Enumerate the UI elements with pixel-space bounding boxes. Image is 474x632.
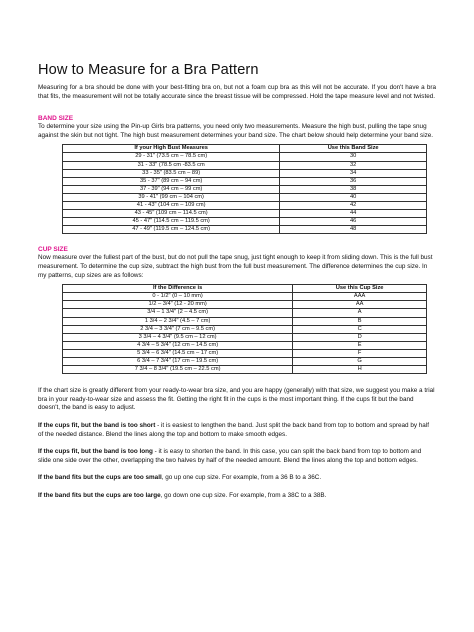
cups-too-large-text: , go down one cup size. For example, from a 38C to a 38B.	[160, 491, 327, 499]
band-table-row-measure-cell: 39 - 41" (99 cm – 104 cm)	[63, 193, 280, 201]
cup-table-row	[63, 309, 427, 317]
band-size-text: To determine your size using the Pin-up Girls bra patterns, you need only two measurements. Measure the high bust, pulling the tape snug against the skin but not tight. The high bust measurement determines your band size. The chart below should help determine your band size.	[38, 123, 434, 139]
band-table-row	[63, 169, 427, 177]
band-table-row-size-cell: 46	[280, 218, 427, 226]
band-table-row-measure-cell: 33 - 35" (83.5 cm – 89)	[63, 169, 280, 177]
band-table-header-measure: If your High Bust Measures	[63, 145, 280, 153]
band-table-row-size-cell: 42	[280, 202, 427, 210]
band-table-row-measure-cell: 35 - 37" (89 cm – 94 cm)	[63, 177, 280, 185]
cup-size-table	[62, 284, 427, 374]
band-table-row-measure-cell: 31 - 33" (78.5 cm -83.5 cm	[63, 161, 280, 169]
cup-size-text: Now measure over the fullest part of the bust, but do not pull the tape snug, just tight enough to keep it from sliding down. This is the full bust measurement. To determine the cup size, subtract the high bust from the full bust measurement. The difference determines the cup size. In my patterns, cup sizes are as follows:	[38, 254, 433, 279]
band-table-row-measure-cell: 41 - 43" (104 cm – 109 cm)	[63, 202, 280, 210]
band-table-row	[63, 210, 427, 218]
band-too-long-text: - it is easy to shorten the band. In this case, you can split the back band from top to bottom and slide one side over the other, overlapping the two halves by half of the needed amount. Blend the lines along the top and bottom edges.	[38, 448, 422, 464]
band-table-row	[63, 193, 427, 201]
band-table-header-row	[63, 145, 427, 153]
cups-too-large-lead: If the band fits but the cups are too large	[38, 491, 161, 499]
cup-table-row-size-cell: D	[293, 333, 427, 341]
band-too-short-lead: If the cups fit, but the band is too short	[38, 422, 156, 429]
cup-table-row-size-cell: B	[293, 317, 427, 325]
cup-table-body	[63, 293, 427, 374]
band-table-row	[63, 161, 427, 169]
band-table-row-measure-cell: 45 - 47" (114.5 cm – 119.5 cm)	[63, 218, 280, 226]
cup-table-row-measure-cell: 2 3/4 – 3 3/4" (7 cm – 9.5 cm)	[63, 325, 293, 333]
intro-paragraph: Measuring for a bra should be done with your best-fitting bra on, but not a foam cup bra as this will not be accurate. If you don't have a bra that fits, the measurement will not be totally accurate since the breast tissue will be compressed. Hold the tape measure level and not twisted.	[38, 84, 436, 100]
cup-table-row-measure-cell: 4 3/4 – 5 3/4" (12 cm – 14.5 cm)	[63, 341, 293, 349]
cups-too-small-text: , go up one cup size. For example, from a 36 B to a 36C.	[161, 474, 322, 482]
cup-table-row-size-cell: AAA	[293, 293, 427, 301]
band-too-long-paragraph	[38, 448, 436, 465]
cup-table-row	[63, 293, 427, 301]
cup-table-row	[63, 317, 427, 325]
fit-advice-paragraph: If the chart size is greatly different from your ready-to-wear bra size, and you are happy (generally) with that size, we suggest you make a trial bra in your ready-to-wear size and assess the fit. Getting the right fit in the cups is the most important thing. If the cups fit but the band doesn't, the band is easy to adjust.	[38, 387, 435, 412]
cups-too-small-lead: If the band fits but the cups are too small	[38, 474, 162, 482]
band-table-row	[63, 218, 427, 226]
cup-table-row-size-cell: E	[293, 341, 427, 349]
band-table-row	[63, 185, 427, 193]
band-table-row-measure-cell: 37 - 39" (94 cm – 99 cm)	[63, 185, 280, 193]
cup-table-row	[63, 341, 427, 349]
cup-table-row	[63, 301, 427, 309]
band-size-heading: BAND SIZE	[38, 115, 74, 123]
cup-table-row-size-cell: F	[293, 349, 427, 357]
cup-table-row-measure-cell: 5 3/4 – 6 3/4" (14.5 cm – 17 cm)	[63, 349, 293, 357]
band-table-header-size: Use this Band Size	[280, 145, 427, 153]
band-table-row-size-cell: 40	[280, 193, 427, 201]
band-too-short-paragraph	[38, 422, 436, 439]
band-table-row-size-cell: 38	[280, 185, 427, 193]
band-table-body	[63, 153, 427, 234]
cup-size-heading: CUP SIZE	[38, 246, 68, 254]
band-too-short-text: - it is easiest to lengthen the band. Just split the back band from top to bottom and spread by half of the needed distance. Blend the lines along the top and bottom to make smooth edges.	[38, 422, 430, 438]
cup-table-row-measure-cell: 3/4 – 1 3/4" (2 – 4.5 cm)	[63, 309, 293, 317]
cup-table-header-size: Use this Cup Size	[293, 285, 427, 293]
cup-table-row-measure-cell: 1/2 – 3/4" (12 - 20 mm)	[63, 301, 293, 309]
cup-table-row-size-cell: G	[293, 358, 427, 366]
cup-table-row	[63, 358, 427, 366]
cup-table-row	[63, 366, 427, 374]
cup-table-header-row	[63, 285, 427, 293]
cup-table-row	[63, 325, 427, 333]
band-table-row-measure-cell: 29 - 31" (73.5 cm – 78.5 cm)	[63, 153, 280, 161]
cup-table-row-size-cell: C	[293, 325, 427, 333]
cup-table-row	[63, 333, 427, 341]
cup-table-row-measure-cell: 7 3/4 – 8 3/4" (19.5 cm – 22.5 cm)	[63, 366, 293, 374]
cup-table-row-measure-cell: 0 - 1/2" (0 – 10 mm)	[63, 293, 293, 301]
band-table-row-size-cell: 32	[280, 161, 427, 169]
cup-table-row-size-cell: A	[293, 309, 427, 317]
cup-table-header-difference: If the Difference is	[63, 285, 293, 293]
cups-too-large-paragraph	[38, 492, 436, 501]
cup-table-row-measure-cell: 6 3/4 – 7 3/4" (17 cm – 19.5 cm)	[63, 358, 293, 366]
band-table-row	[63, 226, 427, 234]
band-table-row	[63, 177, 427, 185]
band-table-row-size-cell: 48	[280, 226, 427, 234]
cup-table-row	[63, 349, 427, 357]
band-too-long-lead: If the cups fit, but the band is too long	[38, 448, 153, 456]
band-table-row-size-cell: 34	[280, 169, 427, 177]
cups-too-small-paragraph	[38, 474, 436, 483]
band-table-row	[63, 202, 427, 210]
band-size-table	[62, 144, 427, 234]
band-table-row-measure-cell: 43 - 45" (109 cm – 114.5 cm)	[63, 210, 280, 218]
band-table-row-measure-cell: 47 - 49" (119.5 cm – 124.5 cm)	[63, 226, 280, 234]
band-table-row-size-cell: 36	[280, 177, 427, 185]
cup-table-row-size-cell: AA	[293, 301, 427, 309]
band-table-row	[63, 153, 427, 161]
band-table-row-size-cell: 44	[280, 210, 427, 218]
cup-table-row-measure-cell: 3 3/4 – 4 3/4" (9.5 cm – 12 cm)	[63, 333, 293, 341]
cup-table-row-measure-cell: 1 3/4 – 2 3/4" (4.5 – 7 cm)	[63, 317, 293, 325]
band-table-row-size-cell: 30	[280, 153, 427, 161]
cup-table-row-size-cell: H	[293, 366, 427, 374]
page-title: How to Measure for a Bra Pattern	[38, 62, 259, 78]
